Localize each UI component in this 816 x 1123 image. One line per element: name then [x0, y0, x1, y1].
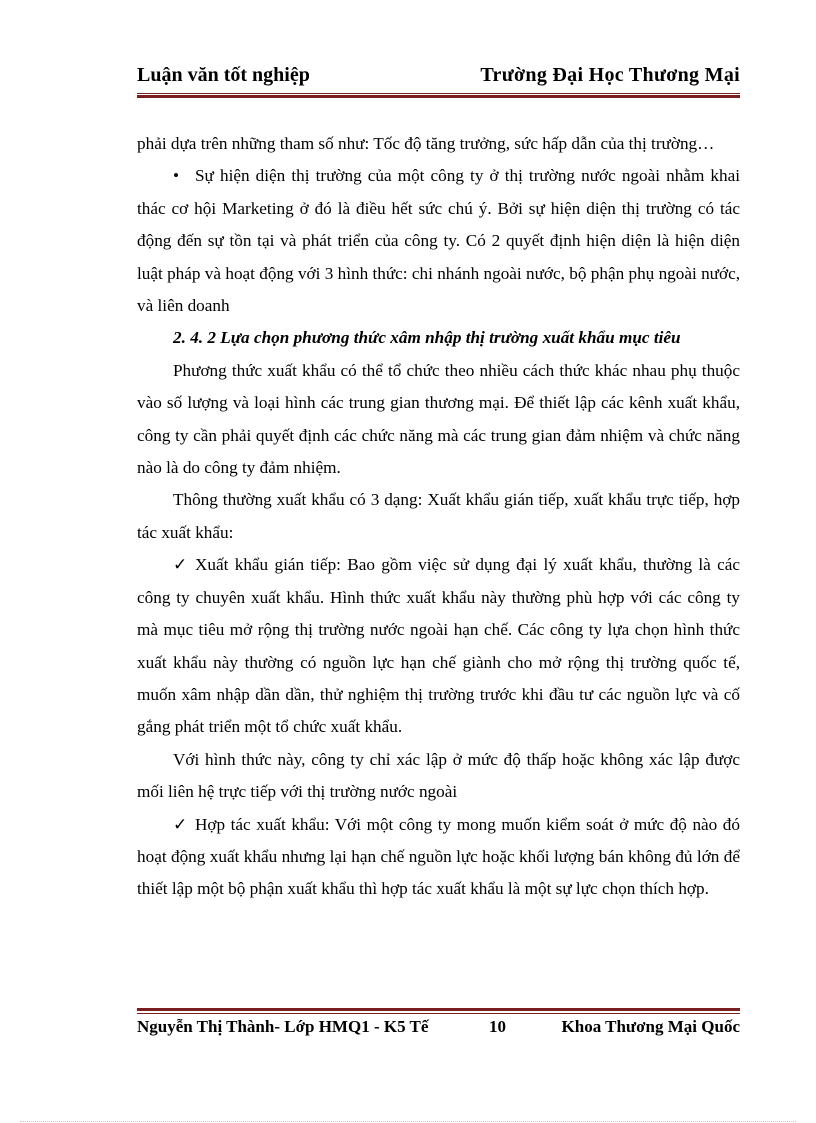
footer-author: Nguyễn Thị Thành- Lớp HMQ1 - K5 Tế: [137, 1017, 429, 1036]
header-rule-thin: [137, 93, 740, 94]
header-university-name: Trường Đại Học Thương Mại: [480, 64, 740, 86]
bullet-paragraph: [137, 160, 740, 322]
page-number: 10: [489, 1017, 506, 1036]
page-header: [137, 64, 740, 94]
check-paragraph-cooperative-export: [137, 809, 740, 906]
header-rule-thick: [137, 95, 740, 98]
page-footer: [137, 1017, 740, 1065]
paragraph-3: Phương thức xuất khẩu có thể tổ chức theo nhiều cách thức khác nhau phụ thuộc vào số lượng và loại hình các trung gian thương mại. Để thiết lập các kênh xuất khẩu, công ty cần phải quyết định các chức năng mà các trung gian đảm nhiệm và chức năng nào là do công ty đảm nhiệm.: [137, 360, 740, 478]
bullet-paragraph-text: Sự hiện diện thị trường của một công ty ở thị trường nước ngoài nhằm khai thác cơ hội Marketing ở đó là điều hết sức chú ý. Bởi sự hiện diện thị trường có tác động đến sự tồn tại và phát triển của công ty. Có 2 quyết định hiện diện là hiện diện luật pháp và hoạt động với 3 hình thức: chi nhánh ngoài nước, bộ phận phụ ngoài nước, và liên doanh: [137, 166, 740, 316]
paragraph-1: phải dựa trên những tham số như: Tốc độ tăng trưởng, sức hấp dẫn của thị trường…: [137, 134, 715, 153]
footer-rule-thick: [137, 1008, 740, 1011]
footer-rule-thin: [137, 1013, 740, 1014]
section-heading: 2. 4. 2 Lựa chọn phương thức xâm nhập thị trường xuất khẩu mục tiêu: [173, 328, 681, 348]
check-paragraph-indirect-export: [137, 549, 740, 743]
bullet-icon: •: [173, 166, 180, 186]
paragraph-4: Thông thường xuất khẩu có 3 dạng: Xuất khẩu gián tiếp, xuất khẩu trực tiếp, hợp tác xuất khẩu:: [137, 490, 740, 542]
checkmark-icon: ✓: [173, 555, 188, 575]
check-paragraph-cooperative-export-text: Hợp tác xuất khẩu: Với một công ty mong muốn kiểm soát ở mức độ nào đó hoạt động xuất khẩu nhưng lại hạn chế nguồn lực hoặc khối lượng bán không đủ lớn để thiết lập một bộ phận xuất khẩu thì hợp tác xuất khẩu là một sự lực chọn thích hợp.: [137, 814, 740, 899]
header-thesis-title: Luận văn tốt nghiệp: [137, 64, 310, 86]
checkmark-icon: ✓: [173, 814, 188, 834]
page-edge-divider: [20, 1121, 796, 1122]
page-body: [137, 128, 740, 906]
footer-faculty: Khoa Thương Mại Quốc: [561, 1017, 740, 1036]
paragraph-6: Với hình thức này, công ty chỉ xác lập ở mức độ thấp hoặc không xác lập được mối liên hệ trực tiếp với thị trường nước ngoài: [137, 749, 740, 802]
check-paragraph-indirect-export-text: Xuất khẩu gián tiếp: Bao gồm việc sử dụng đại lý xuất khẩu, thường là các công ty chuyên xuất khẩu. Hình thức xuất khẩu này thường phù hợp với các công ty mà mục tiêu mở rộng thị trường nước ngoài hạn chế. Các công ty lựa chọn hình thức xuất khẩu này thường có nguồn lực hạn chế giành cho mở rộng thị trường quốc tế, muốn xâm nhập dần dần, thử nghiệm thị trường trước khi đầu tư các nguồn lực và cố gắng phát triển một tổ chức xuất khẩu.: [137, 555, 740, 737]
